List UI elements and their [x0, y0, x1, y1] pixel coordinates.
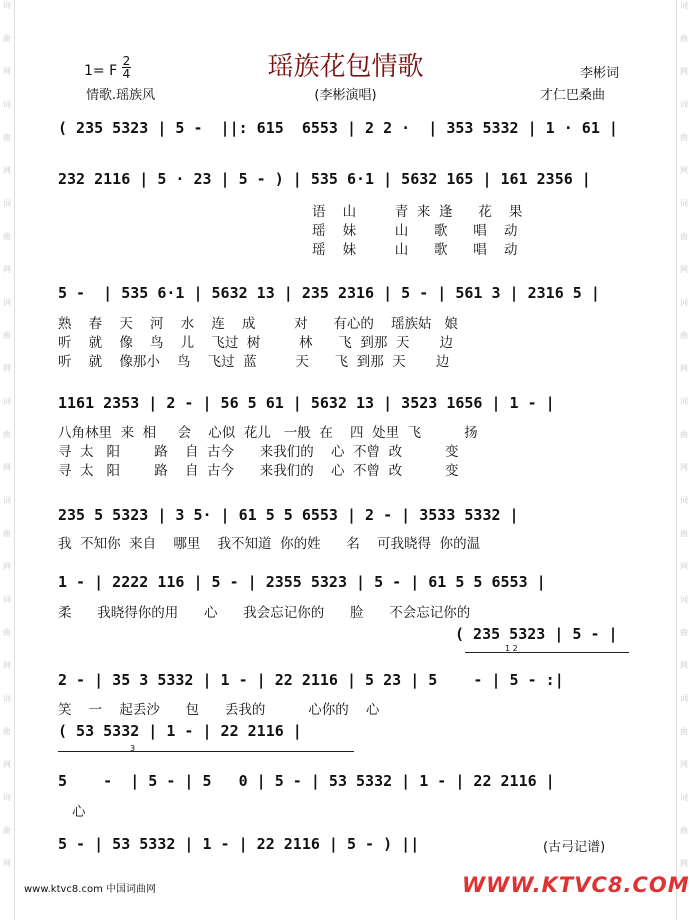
notation-row: 5 - | 5 - | 5 0 | 5 - | 53 5332 | 1 - | 22 2116 |: [58, 772, 555, 790]
triplet-label: 3: [130, 744, 136, 753]
meter-denominator: 4: [122, 67, 131, 81]
singer-credit: (李彬演唱): [314, 88, 377, 103]
watermark-glyph: 网: [680, 463, 688, 472]
watermark-glyph: 网: [3, 859, 11, 868]
meter-numerator: 2: [122, 54, 131, 68]
watermark-glyph: 网: [3, 67, 11, 76]
watermark-glyph: 曲: [3, 628, 11, 637]
watermark-glyph: 网: [3, 463, 11, 472]
volta-bracket: [465, 652, 629, 653]
watermark-glyph: 网: [680, 562, 688, 571]
watermark-glyph: 曲: [680, 232, 688, 241]
lyric-line: 寻 太 阳 路 自 古今 来我们的 心 不曾 改 变: [58, 444, 459, 460]
notation-row: ( 53 5332 | 1 - | 22 2116 |: [58, 722, 302, 740]
lyric-line: 熟 春 天 河 水 连 成 对 有心的 瑶族姑 娘: [58, 316, 458, 332]
notation-row: 5 - | 53 5332 | 1 - | 22 2116 | 5 - ) ||: [58, 835, 420, 853]
watermark-glyph: 网: [680, 67, 688, 76]
watermark-glyph: 网: [680, 661, 688, 670]
lyric-line: 八角林里 来 相 会 心似 花儿 一般 在 四 处里 飞 扬: [58, 425, 478, 441]
watermark-glyph: 网: [680, 265, 688, 274]
lyric-line: 瑶 妹 山 歌 唱 动: [312, 223, 518, 239]
key-signature: 1= F: [84, 63, 118, 79]
watermark-glyph: 曲: [680, 529, 688, 538]
right-watermark-strip: [676, 0, 691, 920]
song-title: 瑶族花包情歌: [267, 52, 424, 82]
notation-row: 2 - | 35 3 5332 | 1 - | 22 2116 | 5 23 | 5 - | 5 - :|: [58, 671, 564, 689]
watermark-glyph: 曲: [680, 727, 688, 736]
watermark-glyph: 词: [3, 694, 11, 703]
lyric-line: 听 就 像 鸟 儿 飞过 树 林 飞 到那 天 边: [58, 335, 453, 351]
watermark-glyph: 词: [680, 100, 688, 109]
watermark-glyph: 网: [3, 166, 11, 175]
lyric-line: 瑶 妹 山 歌 唱 动: [312, 242, 518, 258]
notation-row: 1 - | 2222 116 | 5 - | 2355 5323 | 5 - | 61 5 5 6553 |: [58, 573, 546, 591]
watermark-glyph: 词: [680, 298, 688, 307]
lyricist-credit: 李彬词: [580, 66, 620, 81]
watermark-glyph: 词: [3, 1, 11, 10]
watermark-glyph: 曲: [3, 133, 11, 142]
lyric-line: 听 就 像那小 鸟 飞过 蓝 天 飞 到那 天 边: [58, 354, 450, 370]
watermark-glyph: 曲: [3, 826, 11, 835]
volta-label: 1 2: [505, 644, 518, 653]
lyric-line: 我 不知你 来自 哪里 我不知道 你的姓 名 可我晓得 你的温: [58, 536, 481, 552]
watermark-glyph: 词: [680, 1, 688, 10]
watermark-glyph: 词: [3, 199, 11, 208]
watermark-glyph: 曲: [680, 430, 688, 439]
watermark-glyph: 曲: [680, 34, 688, 43]
watermark-glyph: 网: [680, 859, 688, 868]
composer-credit: 才仁巴桑曲: [540, 88, 606, 103]
watermark-glyph: 词: [3, 793, 11, 802]
watermark-glyph: 网: [3, 760, 11, 769]
notation-row: 5 - | 535 6·1 | 5632 13 | 235 2316 | 5 - | 561 3 | 2316 5 |: [58, 284, 600, 302]
watermark-glyph: 词: [3, 595, 11, 604]
watermark-glyph: 词: [680, 496, 688, 505]
watermark-glyph: 词: [680, 694, 688, 703]
watermark-glyph: 网: [3, 661, 11, 670]
watermark-glyph: 网: [3, 562, 11, 571]
watermark-glyph: 曲: [3, 331, 11, 340]
watermark-glyph: 曲: [680, 628, 688, 637]
watermark-glyph: 网: [680, 166, 688, 175]
genre-label: 情歌.瑶族风: [86, 88, 156, 103]
notation-row: 1161 2353 | 2 - | 56 5 61 | 5632 13 | 3523 1656 | 1 - |: [58, 394, 555, 412]
lyric-line: 语 山 青 来 逢 花 果: [312, 204, 523, 220]
watermark-glyph: 词: [680, 595, 688, 604]
watermark-glyph: 词: [3, 496, 11, 505]
lyric-line: 柔 我晓得你的用 心 我会忘记你的 脸 不会忘记你的: [58, 605, 471, 621]
watermark-glyph: 网: [680, 364, 688, 373]
site-watermark: WWW.KTVC8.COM: [462, 873, 690, 897]
notation-row: ( 235 5323 | 5 - |: [455, 625, 618, 643]
triplet-bracket: [58, 751, 354, 752]
watermark-glyph: 曲: [3, 727, 11, 736]
lyric-line: 心: [72, 804, 86, 820]
site-caption: www.ktvc8.com 中国词曲网: [24, 884, 157, 895]
watermark-glyph: 曲: [3, 232, 11, 241]
watermark-glyph: 曲: [680, 826, 688, 835]
lyric-line: 笑 一 起丢沙 包 丢我的 心你的 心: [58, 702, 380, 718]
watermark-glyph: 网: [3, 364, 11, 373]
left-watermark-strip: [0, 0, 15, 920]
watermark-glyph: 曲: [3, 529, 11, 538]
notation-row: ( 235 5323 | 5 - ||: 615 6553 | 2 2 · | 353 5332 | 1 · 61 |: [58, 119, 618, 137]
transcriber-credit: (古弓记谱): [543, 840, 606, 855]
lyric-line: 寻 太 阳 路 自 古今 来我们的 心 不曾 改 变: [58, 463, 459, 479]
watermark-glyph: 曲: [680, 331, 688, 340]
watermark-glyph: 曲: [3, 430, 11, 439]
watermark-glyph: 网: [680, 760, 688, 769]
watermark-glyph: 词: [3, 298, 11, 307]
notation-row: 235 5 5323 | 3 5· | 61 5 5 6553 | 2 - | 3533 5332 |: [58, 506, 519, 524]
watermark-glyph: 词: [3, 397, 11, 406]
watermark-glyph: 词: [680, 793, 688, 802]
watermark-glyph: 词: [3, 100, 11, 109]
notation-row: 232 2116 | 5 · 23 | 5 - ) | 535 6·1 | 5632 165 | 161 2356 |: [58, 170, 591, 188]
watermark-glyph: 词: [680, 199, 688, 208]
watermark-glyph: 网: [3, 265, 11, 274]
watermark-glyph: 曲: [680, 133, 688, 142]
watermark-glyph: 词: [680, 397, 688, 406]
watermark-glyph: 曲: [3, 34, 11, 43]
